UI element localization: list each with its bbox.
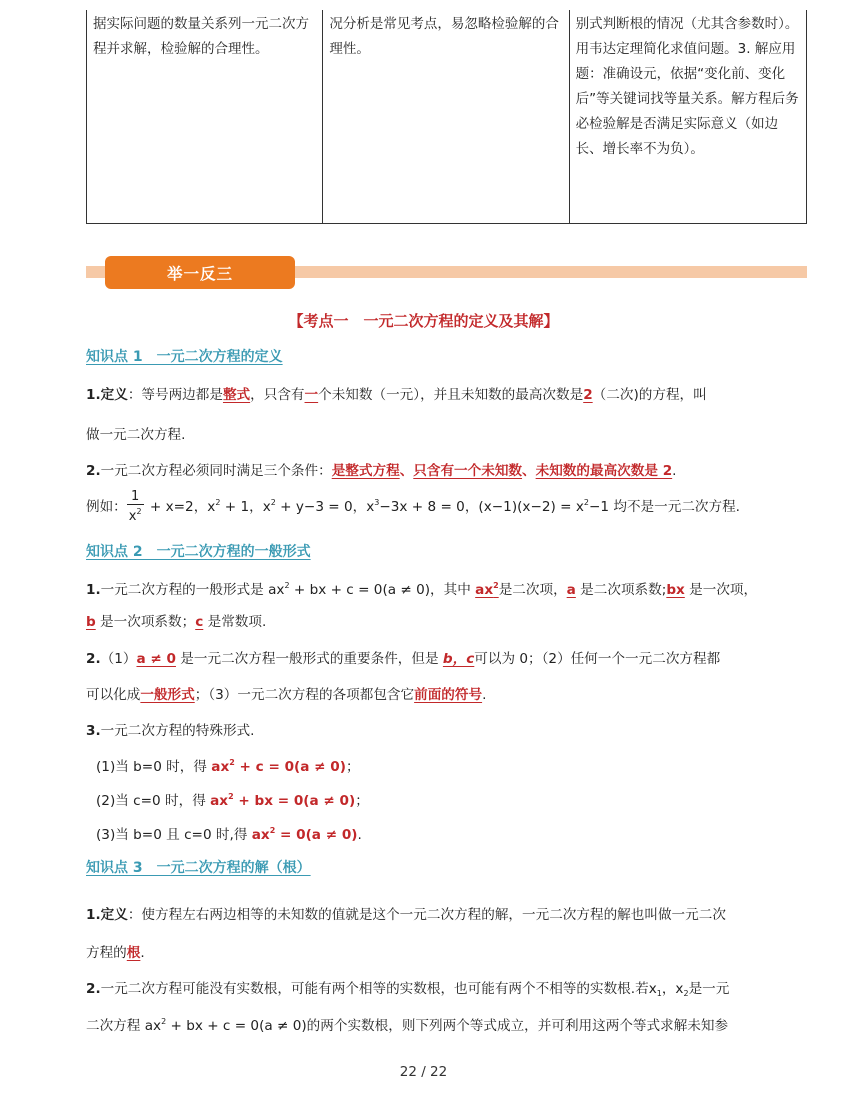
section-banner [86,256,807,292]
kp1-def-label: 1.定义 [86,387,128,403]
kp1-examples: 例如： $\frac{1}{x^2}$ + x=2，$x^2 + 1$，$x^2 + y-3 = 0$，$x^3-3x + 8 = 0$，$(x-1)(x-2) = x^2-1$ 均不是一元二次方程. [86,489,741,524]
topic-heading: 【考点一 一元二次方程的定义及其解】 [288,312,559,330]
kp3-roots-cont: 二次方程 $ax^2$ + bx + c = 0(a ≠ 0)的两个实数根，则下列两个等式成立，并可利用这两个等式求解未知参 [86,1017,729,1034]
banner-label: 举一反三 [105,256,295,289]
kp2-title: 知识点 2 一元二次方程的一般形式 [86,544,311,560]
kp2-notes: 2.（1）a ≠ 0 是一元二次方程一般形式的重要条件，但是 b，c可以为 0；（2）任何一个一元二次方程都 [86,651,721,667]
kp2-special-1: (1)当 b=0 时，得 $ax^2 + c = 0(a \ne 0)$； [96,758,360,775]
kp2-general-form-cont: b 是一次项系数；c 是常数项. [86,614,267,630]
kp2-special-2: (2)当 c=0 时，得 $ax^2$ + bx = 0(a ≠ 0)； [96,792,369,809]
kp1-definition-cont: 做一元二次方程. [86,427,186,443]
kp2-special-3: (3)当 b=0 且 c=0 时,得 $ax^2 = 0(a \ne 0)$. [96,826,362,843]
kp3-definition: 1.定义：使方程左右两边相等的未知数的值就是这个一元二次方程的解，一元二次方程的解也叫做一元二次 [86,907,726,923]
kp1-title: 知识点 1 一元二次方程的定义 [86,349,283,365]
kp2-notes-cont: 可以化成一般形式；（3）一元二次方程的各项都包含它前面的符号. [86,687,487,703]
table-cell-tips: 别式判断根的情况（尤其含参数时）。用韦达定理简化求值问题。3. 解应用题：准确设元，依据“变化前、变化后”等关键词找等量关系。解方程后务必检验解是否满足实际意义（如边长、增长率不为负）。 [575,16,799,157]
page-number: 22 / 22 [399,1064,448,1080]
table-cell-pitfall: 况分析是常见考点，易忽略检验解的合理性。 [323,10,569,223]
kp3-title: 知识点 3 一元二次方程的解（根） [86,860,311,876]
summary-table [86,10,807,224]
kp1-definition: 1.定义：等号两边都是整式，只含有一个未知数（一元），并且未知数的最高次数是2（二次)的方程，叫 [86,387,707,403]
table-cell-method: 据实际问题的数量关系列一元二次方程并求解，检验解的合理性。 [87,10,323,223]
kp2-general-form: 1.一元二次方程的一般形式是 $ax^2$ + bx + c = 0(a ≠ 0)，其中 $ax^2$是二次项，a 是二次项系数;bx 是一次项， [86,581,758,598]
kp1-conditions: 2.一元二次方程必须同时满足三个条件：是整式方程、只含有一个未知数、未知数的最高次数是 2. [86,463,677,479]
kp2-special-forms: 3.一元二次方程的特殊形式. [86,723,255,739]
fraction: $\frac{1}{x^2}$ [128,489,142,524]
kp3-roots: 2.一元二次方程可能没有实数根，可能有两个相等的实数根，也可能有两个不相等的实数根.若$x_1$，$x_2$是一元 [86,981,730,998]
kp3-definition-cont: 方程的根. [86,945,145,961]
